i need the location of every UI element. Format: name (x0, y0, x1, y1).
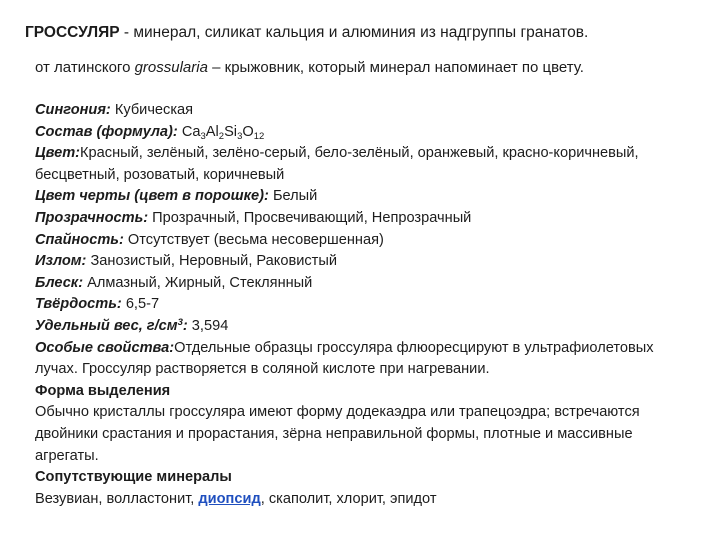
latin-name: grossularia (134, 59, 208, 76)
properties-block (35, 100, 675, 510)
property-color (35, 143, 675, 186)
etymology-prefix: от латинского (35, 59, 135, 76)
formula-al: Al (205, 123, 219, 140)
associated-minerals (35, 489, 675, 511)
etymology-suffix: – крыжовник, который минерал напоминает по цвету. (207, 59, 584, 76)
formula-si: Si (224, 123, 238, 140)
formula-o: O (242, 123, 254, 140)
property-density (35, 316, 675, 338)
property-luster (35, 273, 675, 295)
property-special (35, 338, 675, 381)
property-value: 6,5-7 (121, 296, 160, 313)
property-streak (35, 186, 675, 208)
diopside-link[interactable]: диопсид (198, 490, 261, 507)
property-formula (35, 122, 675, 144)
property-label (35, 318, 188, 334)
property-transparency (35, 208, 675, 230)
property-label: Цвет: (35, 145, 81, 162)
property-label: Цвет черты (цвет в порошке): (35, 188, 269, 205)
form-text: Обычно кристаллы гроссуляра имеют форму додекаэдра или трапецоэдра; встречаются двойники срастания и прорастания, зёрна неправильной формы, плотные и массивные агрегаты. (35, 404, 640, 464)
formula-al-count: 2 (218, 130, 225, 142)
property-label: Блеск: (35, 274, 84, 291)
title-description: - минерал, силикат кальция и алюминия из надгруппы гранатов. (119, 24, 589, 41)
density-label-exponent: 3 (177, 316, 183, 328)
property-label: Прозрачность: (35, 209, 149, 226)
associated-after: , скаполит, хлорит, эпидот (260, 490, 437, 507)
property-label: Состав (формула): (35, 123, 178, 140)
formula-si-count: 3 (237, 130, 243, 142)
property-cleavage (35, 230, 675, 252)
density-label-colon: : (182, 317, 188, 334)
form-heading: Форма выделения (35, 382, 171, 399)
property-label: Сингония: (35, 102, 111, 118)
property-value: Отсутствует (весьма несовершенная) (123, 231, 384, 248)
property-syngony (35, 100, 675, 122)
property-label: Излом: (35, 253, 87, 270)
property-value: Занозистый, Неровный, Раковистый (86, 253, 337, 270)
property-fracture (35, 251, 675, 273)
property-value: 3,594 (187, 317, 229, 334)
etymology-line (35, 59, 584, 76)
property-value: Белый (268, 188, 318, 205)
property-value: Алмазный, Жирный, Стеклянный (83, 274, 313, 291)
formula-o-count: 12 (253, 130, 265, 142)
property-hardness (35, 294, 675, 316)
associated-before: Везувиан, волластонит, (35, 490, 199, 507)
page-title (25, 24, 588, 42)
formula-ca-count: 3 (200, 130, 206, 142)
formula-ca: Ca (177, 123, 201, 140)
property-value: Прозрачный, Просвечивающий, Непрозрачный (148, 209, 472, 226)
property-value: Кубическая (110, 102, 194, 118)
property-label: Твёрдость: (35, 296, 122, 313)
property-value: Отдельные образцы гроссуляра флюоресцируют в ультрафиолетовых лучах. Гроссуляр растворяется в соляной кислоте при нагревании. (35, 339, 654, 378)
property-label: Спайность: (35, 231, 124, 248)
property-value: Красный, зелёный, зелёно-серый, бело-зелёный, оранжевый, красно-коричневый, бесцветный, розоватый, коричневый (35, 145, 639, 183)
density-label-text: Удельный вес, г/см (35, 317, 178, 334)
property-label: Особые свойства: (35, 339, 175, 356)
mineral-name: ГРОССУЛЯР (25, 24, 120, 41)
associated-heading: Сопутствующие минералы (35, 469, 232, 486)
